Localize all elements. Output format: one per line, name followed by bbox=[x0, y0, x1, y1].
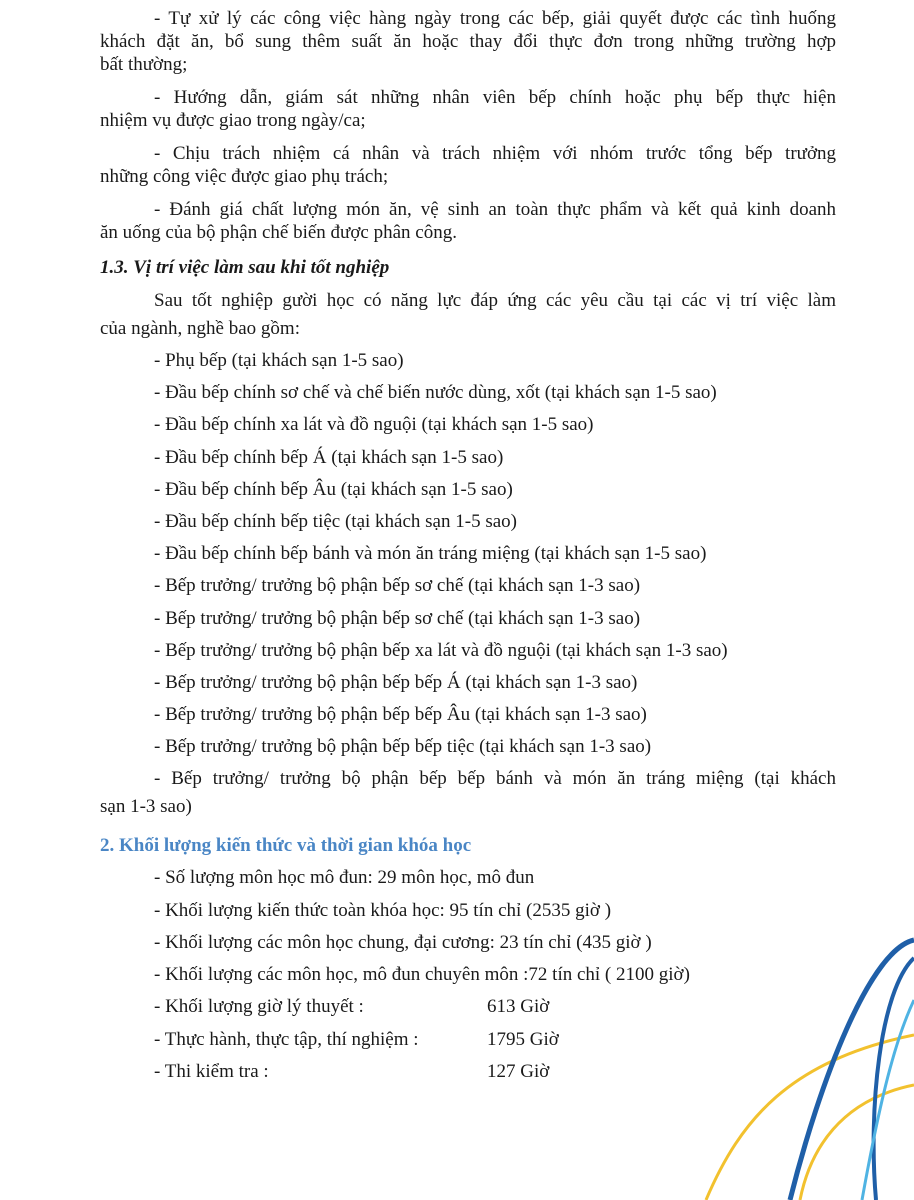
duty-2-line-2: nhiệm vụ được giao trong ngày/ca; bbox=[100, 110, 366, 131]
job-item: - Đầu bếp chính xa lát và đồ nguội (tại khách sạn 1-5 sao) bbox=[154, 414, 594, 435]
job-item: - Bếp trưởng/ trưởng bộ phận bếp bếp Âu (tại khách sạn 1-3 sao) bbox=[154, 704, 647, 725]
blue-swoosh-inner bbox=[874, 958, 914, 1200]
job-item: - Đầu bếp chính bếp bánh và món ăn tráng miệng (tại khách sạn 1-5 sao) bbox=[154, 543, 707, 564]
hours-label: - Khối lượng giờ lý thuyết : bbox=[154, 996, 364, 1017]
duty-4-line-1: - Đánh giá chất lượng món ăn, vệ sinh an toàn thực phẩm và kết quả kinh doanh bbox=[154, 199, 836, 220]
hours-label: - Thực hành, thực tập, thí nghiệm : bbox=[154, 1029, 419, 1050]
job-item: - Bếp trưởng/ trưởng bộ phận bếp sơ chế (tại khách sạn 1-3 sao) bbox=[154, 575, 641, 596]
duty-3-line-2: những công việc được giao phụ trách; bbox=[100, 166, 389, 187]
job-item: - Đầu bếp chính bếp Á (tại khách sạn 1-5 sao) bbox=[154, 447, 504, 468]
section-1-3-heading: 1.3. Vị trí việc làm sau khi tốt nghiệp bbox=[100, 257, 390, 278]
duty-2-line-1: - Hướng dẫn, giám sát những nhân viên bếp chính hoặc phụ bếp thực hiện bbox=[154, 87, 836, 108]
job-item-last-line-1: - Bếp trưởng/ trưởng bộ phận bếp bếp bánh và món ăn tráng miệng (tại khách bbox=[154, 768, 836, 789]
section-1-3-intro-line-2: của ngành, nghề bao gồm: bbox=[100, 318, 300, 339]
hours-value: 127 Giờ bbox=[487, 1061, 550, 1082]
hours-label: - Thi kiểm tra : bbox=[154, 1061, 269, 1082]
duty-4-line-2: ăn uống của bộ phận chế biến được phân công. bbox=[100, 222, 457, 243]
hours-value: 613 Giờ bbox=[487, 996, 550, 1017]
job-item: - Bếp trưởng/ trưởng bộ phận bếp bếp Á (tại khách sạn 1-3 sao) bbox=[154, 672, 638, 693]
duty-1-line-2: khách đặt ăn, bổ sung thêm suất ăn hoặc thay đổi thực đơn trong những trường hợp bbox=[100, 31, 836, 52]
course-volume-item: - Khối lượng kiến thức toàn khóa học: 95 tín chỉ (2535 giờ ) bbox=[154, 900, 612, 921]
job-item: - Bếp trưởng/ trưởng bộ phận bếp xa lát và đồ nguội (tại khách sạn 1-3 sao) bbox=[154, 640, 728, 661]
job-item: - Đầu bếp chính bếp Âu (tại khách sạn 1-5 sao) bbox=[154, 479, 513, 500]
job-item: - Đầu bếp chính bếp tiệc (tại khách sạn 1-5 sao) bbox=[154, 511, 517, 532]
duty-3-line-1: - Chịu trách nhiệm cá nhân và trách nhiệm với nhóm trước tổng bếp trưởng bbox=[154, 143, 836, 164]
section-2-heading: 2. Khối lượng kiến thức và thời gian khóa học bbox=[100, 835, 472, 856]
job-item: - Đầu bếp chính sơ chế và chế biến nước dùng, xốt (tại khách sạn 1-5 sao) bbox=[154, 382, 717, 403]
duty-1-line-1: - Tự xử lý các công việc hàng ngày trong các bếp, giải quyết được các tình huống bbox=[154, 8, 836, 29]
job-item: - Phụ bếp (tại khách sạn 1-5 sao) bbox=[154, 350, 404, 371]
job-item: - Bếp trưởng/ trưởng bộ phận bếp sơ chế (tại khách sạn 1-3 sao) bbox=[154, 608, 641, 629]
job-item-last-line-2: sạn 1-3 sao) bbox=[100, 796, 192, 817]
duty-1-line-3: bất thường; bbox=[100, 54, 188, 75]
course-volume-item: - Khối lượng các môn học, mô đun chuyên môn :72 tín chỉ ( 2100 giờ) bbox=[154, 964, 690, 985]
hours-value: 1795 Giờ bbox=[487, 1029, 559, 1050]
yellow-swoosh-outer bbox=[706, 1035, 914, 1200]
course-volume-item: - Khối lượng các môn học chung, đại cương: 23 tín chỉ (435 giờ ) bbox=[154, 932, 652, 953]
job-item: - Bếp trưởng/ trưởng bộ phận bếp bếp tiệc (tại khách sạn 1-3 sao) bbox=[154, 736, 652, 757]
section-1-3-intro-line-1: Sau tốt nghiệp gười học có năng lực đáp ứng các yêu cầu tại các vị trí việc làm bbox=[154, 290, 836, 311]
blue-swoosh-outer bbox=[790, 940, 914, 1200]
course-volume-item: - Số lượng môn học mô đun: 29 môn học, mô đun bbox=[154, 867, 535, 888]
